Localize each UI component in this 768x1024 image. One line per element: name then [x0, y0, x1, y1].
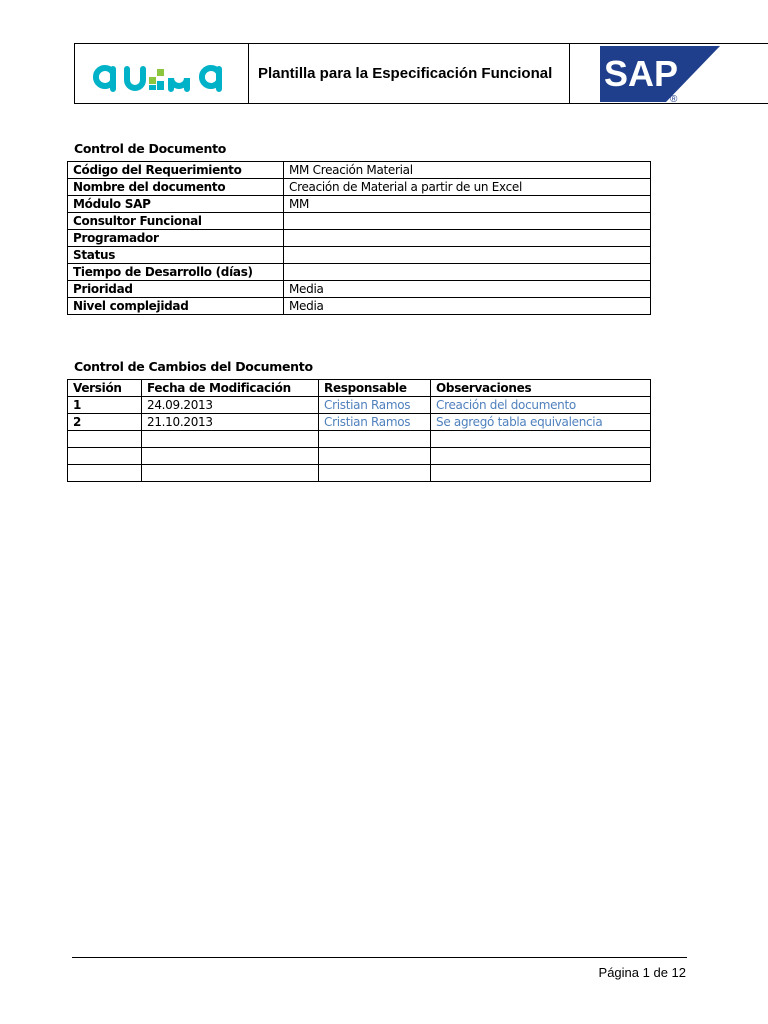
row-value: Media: [284, 298, 651, 315]
table-row: [68, 162, 651, 179]
document-title: Plantilla para la Especificación Funcional: [249, 44, 570, 103]
table-row: [68, 196, 651, 213]
date-cell: [142, 431, 319, 448]
page-number: Página 1 de 12: [598, 965, 686, 980]
row-value: [284, 247, 651, 264]
version-cell: [68, 431, 142, 448]
change-control-table: [67, 379, 651, 482]
version-cell: [68, 465, 142, 482]
row-label: Nivel complejidad: [68, 298, 284, 315]
table-row: [68, 281, 651, 298]
responsible-cell: Cristian Ramos: [319, 414, 431, 431]
row-label: Nombre del documento: [68, 179, 284, 196]
table-row: [68, 298, 651, 315]
auna-logo: [91, 59, 231, 93]
footer-divider: [72, 957, 687, 958]
row-label: Código del Requerimiento: [68, 162, 284, 179]
row-value: MM Creación Material: [284, 162, 651, 179]
column-header-observations: Observaciones: [431, 380, 651, 397]
column-header-responsible: Responsable: [319, 380, 431, 397]
table-header-row: [68, 380, 651, 397]
document-header: [74, 43, 768, 104]
date-cell: [142, 465, 319, 482]
table-row: [68, 431, 651, 448]
sap-logo-cell: [570, 44, 768, 103]
version-cell: [68, 448, 142, 465]
date-cell: [142, 448, 319, 465]
date-cell: 24.09.2013: [142, 397, 319, 414]
row-value: MM: [284, 196, 651, 213]
table-row: [68, 448, 651, 465]
version-cell: 2: [68, 414, 142, 431]
observations-cell: [431, 448, 651, 465]
table-row: [68, 414, 651, 431]
version-cell: 1: [68, 397, 142, 414]
change-control-heading: Control de Cambios del Documento: [74, 359, 313, 374]
table-row: [68, 397, 651, 414]
row-label: Programador: [68, 230, 284, 247]
table-row: [68, 179, 651, 196]
document-control-heading: Control de Documento: [74, 141, 227, 156]
row-value: Media: [284, 281, 651, 298]
sap-logo: [600, 46, 720, 102]
row-label: Módulo SAP: [68, 196, 284, 213]
column-header-version: Versión: [68, 380, 142, 397]
row-value: Creación de Material a partir de un Excel: [284, 179, 651, 196]
row-value: [284, 230, 651, 247]
responsible-cell: Cristian Ramos: [319, 397, 431, 414]
table-row: [68, 264, 651, 281]
table-row: [68, 230, 651, 247]
registered-mark: ®: [670, 94, 678, 102]
column-header-date: Fecha de Modificación: [142, 380, 319, 397]
row-value: [284, 213, 651, 230]
row-label: Consultor Funcional: [68, 213, 284, 230]
row-value: [284, 264, 651, 281]
table-row: [68, 465, 651, 482]
row-label: Tiempo de Desarrollo (días): [68, 264, 284, 281]
row-label: Prioridad: [68, 281, 284, 298]
observations-cell: [431, 465, 651, 482]
table-row: [68, 213, 651, 230]
auna-logo-cell: [75, 44, 249, 103]
row-label: Status: [68, 247, 284, 264]
observations-cell: Se agregó tabla equivalencia: [431, 414, 651, 431]
date-cell: 21.10.2013: [142, 414, 319, 431]
observations-cell: [431, 431, 651, 448]
responsible-cell: [319, 465, 431, 482]
responsible-cell: [319, 431, 431, 448]
table-row: [68, 247, 651, 264]
document-control-table: [67, 161, 651, 315]
observations-cell: Creación del documento: [431, 397, 651, 414]
sap-logo-text: SAP: [604, 53, 679, 94]
responsible-cell: [319, 448, 431, 465]
